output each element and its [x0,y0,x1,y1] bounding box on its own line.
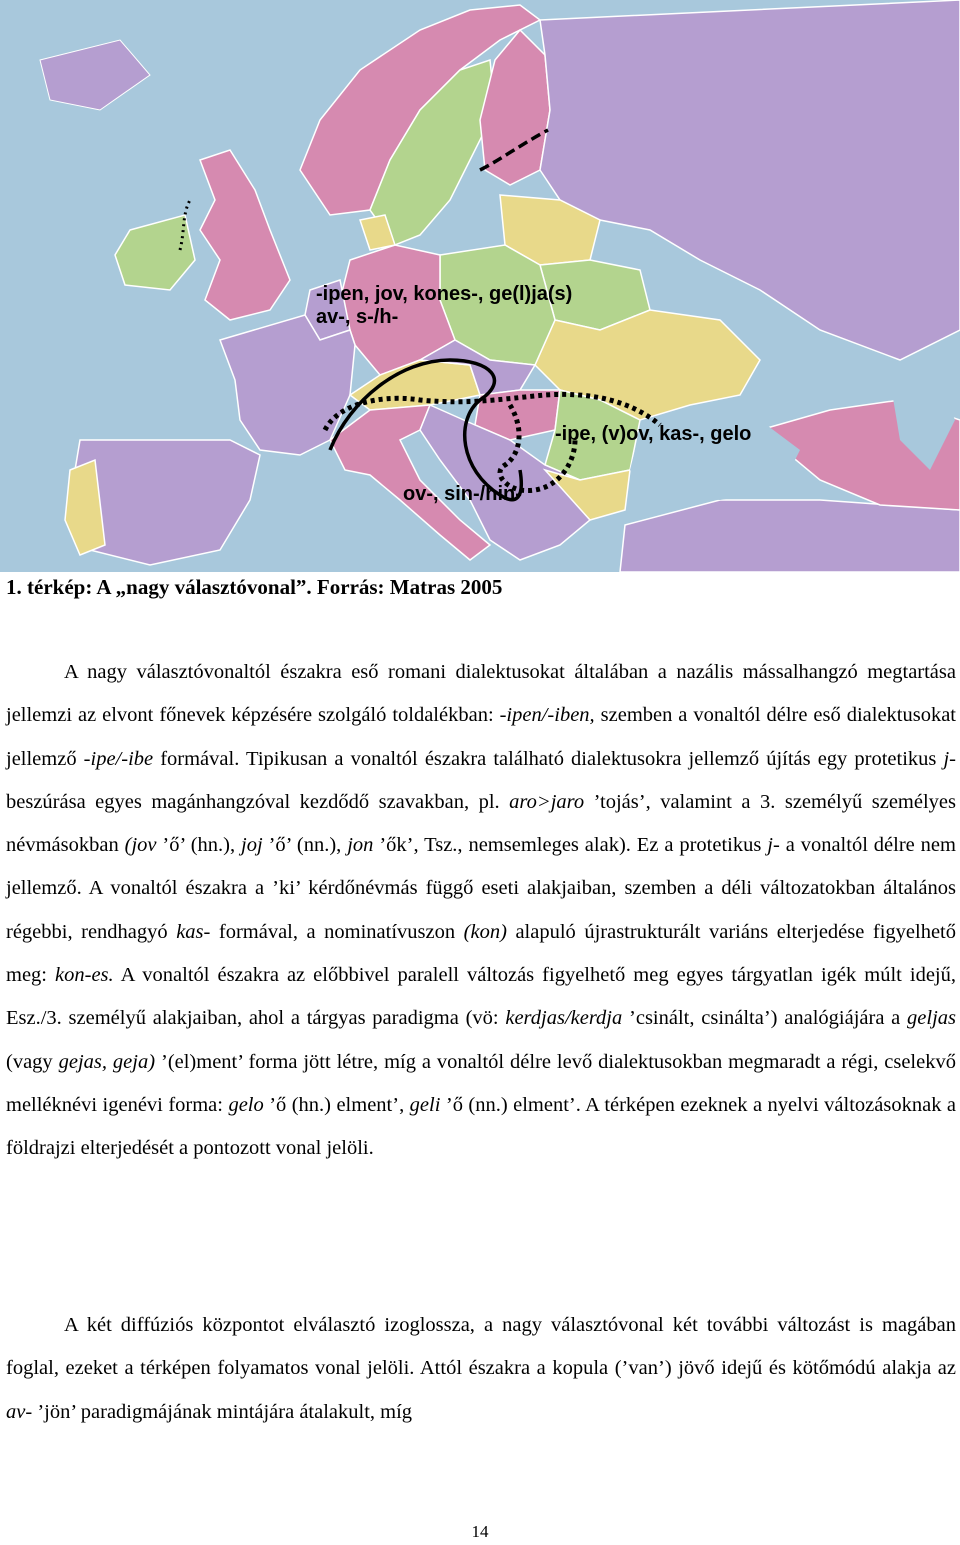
paragraph-1: A nagy választóvonaltól északra eső romani dialektusokat általában a nazális mássalhangzó megtartása jellemzi az elvont főnevek képzésére szolgáló toldalékban: -ipen/-iben, szemben a vonaltól délre eső dialektusokat jellemző -ipe/-ibe formával. Tipikusan a vonaltól északra található dialektusokra jellemző újítás egy protetikus j- beszúrása egyes magánhangzóval kezdődő szavakban, pl. aro>jaro ’tojás’, valamint a 3. személyű személyes névmásokban (jov ’ő’ (hn.), joj ’ő’ (nn.), jon ’ők’, Tsz., nemsemleges alak). Ez a protetikus j- a vonaltól délre nem jellemző. A vonaltól északra a ’ki’ kérdőnévmás függő eseti alakjaiban, szemben a déli változatokban általános régebbi, rendhagyó kas- formával, a nominatívuszon (kon) alapuló újrastrukturált variáns elterjedése figyelhető meg: kon-es. A vonaltól északra az előbbivel paralell változás figyelhető meg egyes tárgyatlan igék múlt idejű, Esz./3. személyű alakjaiban, ahol a tárgyas paradigma (vö: kerdjas/kerdja ’csinált, csinálta’) analógiájára a geljas (vagy gejas, geja) ’(el)ment’ forma jött létre, míg a vonaltól délre levő dialektusokban megmaradt a régi, cselekvő melléknévi igenévi forma: gelo ’ő (hn.) elment’, geli ’ő (nn.) elment’. A térképen ezeknek a nyelvi változásoknak a földrajzi elterjedését a pontozott vonal jelöli. [6,661,957,1160]
page-number: 14 [471,1522,489,1541]
map-label-south: ov-, sin-/hin- [403,483,522,505]
map-caption: 1. térkép: A „nagy választóvonal”. Forrás: Matras 2005 [6,575,503,599]
map-label-east: -ipe, (v)ov, kas-, gelo [555,423,752,445]
paragraph-2: A két diffúziós központot elválasztó izoglossza, a nagy választóvonal két további változást is magában foglal, ezeket a térképen folyamatos vonal jelöli. Attól északra a kopula (’van’) jövő idejű és kötőmódú alakja az av- ’jön’ paradigmájának mintájára átalakult, míg [6,1314,956,1423]
map-label-north-line1: -ipen, jov, kones-, ge(l)ja(s) [316,283,573,305]
europe-dialect-map [0,0,960,572]
map-label-north-line2: av-, s-/h- [316,306,399,328]
